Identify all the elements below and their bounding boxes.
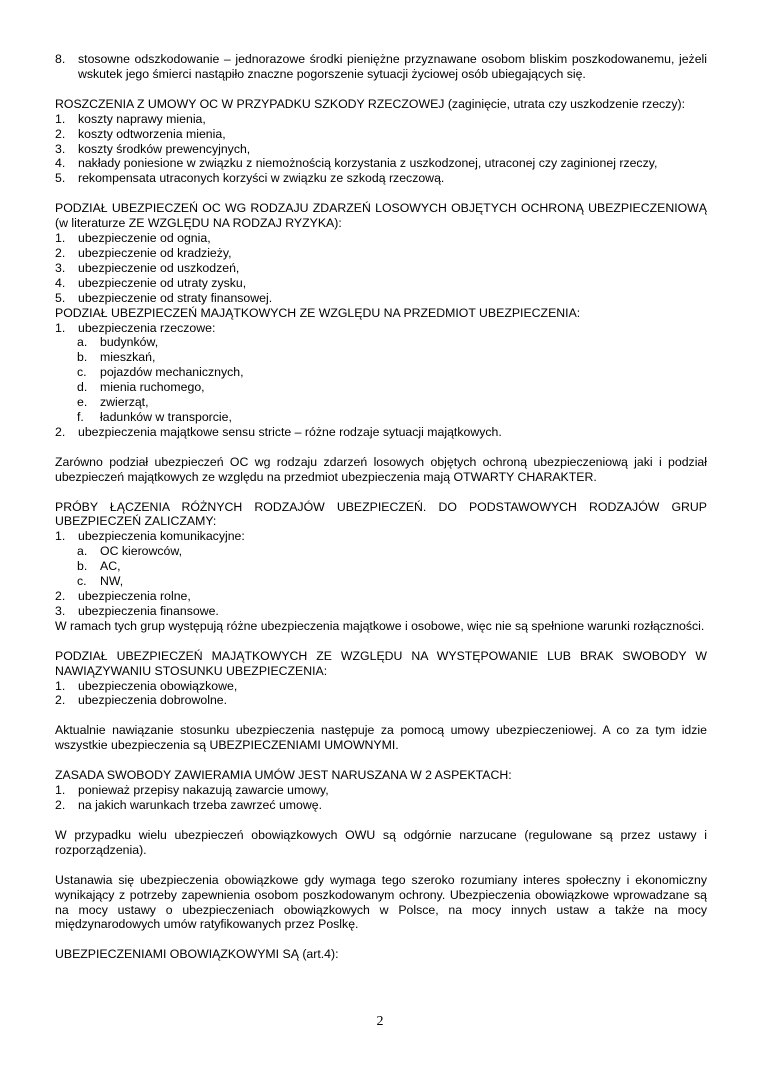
paragraph-spacer — [55, 753, 707, 768]
list-item-text: ubezpieczenie od ognia, — [78, 231, 211, 246]
list-item-text: budynków, — [100, 335, 159, 350]
list-item-marker: 8. — [55, 52, 66, 66]
list-item — [55, 246, 707, 261]
paragraph-spacer — [55, 708, 707, 723]
list-item — [55, 276, 707, 291]
list-item-marker: 2. — [55, 797, 66, 812]
list-item-marker: 2. — [55, 693, 66, 708]
list-item — [55, 679, 707, 694]
paragraph-spacer — [55, 186, 707, 201]
list-item-text: zwierząt, — [100, 395, 149, 410]
list-item — [55, 604, 707, 619]
list-item-marker: 1. — [55, 111, 66, 126]
list-item-marker: 5. — [55, 171, 66, 186]
list-item-text: ubezpieczenia finansowe. — [78, 603, 219, 618]
list-item-text: na jakich warunkach trzeba zawrzeć umowę. — [78, 797, 322, 812]
document-page — [55, 52, 707, 962]
list-item — [55, 112, 707, 127]
list-item — [55, 171, 707, 186]
paragraph: PODZIAŁ UBEZPIECZEŃ MAJĄTKOWYCH ZE WZGLĘDU NA WYSTĘPOWANIE LUB BRAK SWOBODY W NAWIĄZYWANIU STOSUNKU UBEZPIECZENIA: — [55, 648, 707, 678]
list-item-marker: 2. — [55, 424, 66, 439]
list-item-marker: c. — [77, 365, 87, 380]
list-item-text: koszty środków prewencyjnych, — [78, 141, 251, 156]
list-item-text: pojazdów mechanicznych, — [100, 365, 244, 380]
list-item-text: OC kierowców, — [100, 544, 183, 559]
list-item-text: ponieważ przepisy nakazują zawarcie umowy, — [78, 783, 329, 798]
list-item-marker: d. — [77, 380, 88, 395]
sub-list-item — [55, 350, 707, 365]
list-item-marker: a. — [77, 335, 88, 350]
sub-list-item — [55, 380, 707, 395]
list-item-marker: 2. — [55, 589, 66, 603]
list-item-marker: 2. — [55, 126, 66, 141]
list-item-marker: 4. — [55, 156, 66, 171]
list-item-marker: 1. — [55, 231, 66, 246]
paragraph: ROSZCZENIA Z UMOWY OC W PRZYPADKU SZKODY RZECZOWEJ (zaginięcie, utrata czy uszkodzenie rzeczy): — [55, 96, 685, 111]
list-item-marker: a. — [77, 544, 88, 559]
sub-list-item — [55, 559, 707, 574]
list-item-text: mienia ruchomego, — [100, 380, 205, 395]
list-item-marker: f. — [77, 409, 84, 424]
list-item-marker: c. — [77, 574, 87, 589]
list-item-text: stosowne odszkodowanie – jednorazowe środki pieniężne przyznawane osobom bliskim poszkodowanemu, jeżeli wskutek jego śmierci nastąpiło znaczne pogorszenie sytuacji życiowej osób ubiegających się. — [78, 52, 707, 81]
list-item-text: koszty naprawy mienia, — [78, 111, 206, 126]
list-item-text: ubezpieczenie od kradzieży, — [78, 245, 232, 260]
list-item-text: ubezpieczenie od uszkodzeń, — [78, 260, 240, 275]
paragraph: ZASADA SWOBODY ZAWIERAMIA UMÓW JEST NARUSZANA W 2 ASPEKTACH: — [55, 768, 512, 783]
list-item — [55, 425, 707, 440]
list-item-text: nakłady poniesione w związku z niemożnością korzystania z uszkodzonej, utraconej czy zaginionej rzeczy, — [78, 156, 658, 171]
list-item — [55, 142, 707, 157]
list-item-text: ubezpieczenia komunikacyjne: — [78, 529, 245, 544]
paragraph: Ustanawia się ubezpieczenia obowiązkowe gdy wymaga tego szeroko rozumiany interes społeczny i ekonomiczny wynikający z potrzeby zapewnienia osobom poszkodowanym ochrony. Ubezpieczenia obowiązkowe wprowadzane są na mocy ustawy o ubezpieczeniach obowiązkowych w Polsce, na mocy innych ustaw a także na mocy międzynarodowych umów ratyfikowanych przez Poslkę. — [55, 872, 707, 932]
list-item — [55, 798, 707, 813]
list-item — [55, 52, 707, 82]
list-item-text: koszty odtworzenia mienia, — [78, 126, 226, 141]
list-item-text: ładunków w transporcie, — [100, 409, 232, 424]
sub-list-item — [55, 574, 707, 589]
paragraph-spacer — [55, 813, 707, 828]
list-item-marker: 3. — [55, 260, 66, 275]
list-item — [55, 261, 707, 276]
list-item-text: rekompensata utraconych korzyści w związku ze szkodą rzeczową. — [78, 171, 445, 186]
sub-list-item — [55, 335, 707, 350]
paragraph: PODZIAŁ UBEZPIECZEŃ OC WG RODZAJU ZDARZEŃ LOSOWYCH OBJĘTYCH OCHRONĄ UBEZPIECZENIOWĄ (w literaturze ZE WZGLĘDU NA RODZAJ RYZYKA): — [55, 201, 707, 231]
list-item-marker: 3. — [55, 141, 66, 156]
paragraph-spacer — [55, 634, 707, 649]
paragraph: PODZIAŁ UBEZPIECZEŃ MAJĄTKOWYCH ZE WZGLĘDU NA PRZEDMIOT UBEZPIECZENIA: — [55, 305, 581, 320]
list-item-marker: 1. — [55, 783, 66, 798]
paragraph-spacer — [55, 932, 707, 947]
paragraph-spacer — [55, 858, 707, 873]
list-item-text: AC, — [100, 559, 121, 574]
sub-list-item — [55, 410, 707, 425]
list-item-text: NW, — [100, 574, 124, 589]
list-item-marker: 4. — [55, 275, 66, 290]
list-item-marker: 1. — [55, 678, 66, 693]
paragraph: Aktualnie nawiązanie stosunku ubezpieczenia następuje za pomocą umowy ubezpieczeniowej. A co za tym idzie wszystkie ubezpieczenia są UBEZPIECZENIAMI UMOWNYMI. — [55, 723, 707, 753]
list-item-marker: b. — [77, 559, 88, 574]
list-item-text: ubezpieczenie od utraty zysku, — [78, 275, 247, 290]
list-item-marker: 1. — [55, 529, 66, 544]
sub-list-item — [55, 395, 707, 410]
list-item-marker: 3. — [55, 603, 66, 618]
list-item-text: ubezpieczenia dobrowolne. — [78, 693, 228, 708]
list-item — [55, 693, 707, 708]
list-item — [55, 529, 707, 544]
paragraph: W ramach tych grup występują różne ubezpieczenia majątkowe i osobowe, więc nie są spełnione warunki rozłączności. — [55, 618, 705, 633]
list-item-text: mieszkań, — [100, 350, 156, 365]
paragraph: W przypadku wielu ubezpieczeń obowiązkowych OWU są odgórnie narzucane (regulowane są przez ustawy i rozporządzenia). — [55, 827, 707, 857]
paragraph-spacer — [55, 485, 707, 500]
paragraph-spacer — [55, 82, 707, 97]
list-item — [55, 231, 707, 246]
paragraph-spacer — [55, 440, 707, 455]
list-item-marker: b. — [77, 350, 88, 365]
paragraph: UBEZPIECZENIAMI OBOWIĄZKOWYMI SĄ (art.4): — [55, 947, 339, 962]
list-item — [55, 321, 707, 336]
paragraph: PRÓBY ŁĄCZENIA RÓŻNYCH RODZAJÓW UBEZPIECZEŃ. DO PODSTAWOWYCH RODZAJÓW GRUP UBEZPIECZEŃ ZALICZAMY: — [55, 499, 707, 529]
list-item-marker: 1. — [55, 320, 66, 335]
paragraph: Zarówno podział ubezpieczeń OC wg rodzaju zdarzeń losowych objętych ochroną ubezpieczeniową jaki i podział ubezpieczeń majątkowych ze względu na przedmiot ubezpieczenia mają OTWARTY CHARAKTER. — [55, 454, 707, 484]
list-item — [55, 589, 707, 604]
list-item-text: ubezpieczenia obowiązkowe, — [78, 678, 238, 693]
list-item-text: ubezpieczenie od straty finansowej. — [78, 290, 273, 305]
list-item-marker: 5. — [55, 290, 66, 305]
list-item-text: ubezpieczenia rolne, — [78, 589, 191, 603]
list-item — [55, 291, 707, 306]
sub-list-item — [55, 544, 707, 559]
sub-list-item — [55, 365, 707, 380]
list-item — [55, 127, 707, 142]
list-item — [55, 783, 707, 798]
list-item-marker: 2. — [55, 245, 66, 260]
page-number: 2 — [376, 1014, 384, 1029]
list-item-text: ubezpieczenia majątkowe sensu stricte – różne rodzaje sytuacji majątkowych. — [78, 424, 502, 439]
list-item — [55, 156, 707, 171]
list-item-text: ubezpieczenia rzeczowe: — [78, 320, 216, 335]
list-item-marker: e. — [77, 395, 88, 410]
